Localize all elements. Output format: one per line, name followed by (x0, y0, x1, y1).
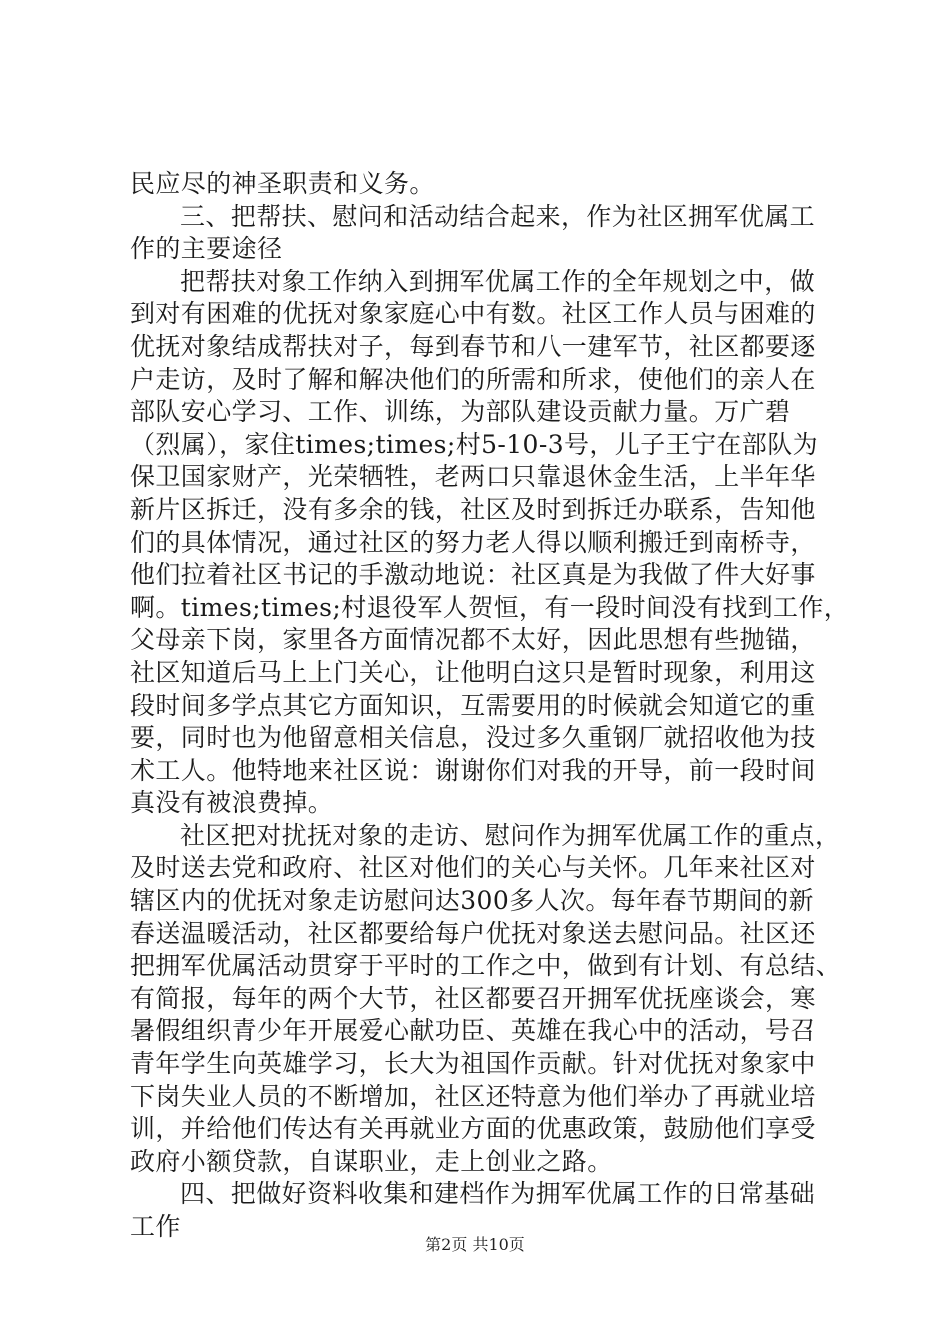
text-line: 及时送去党和政府、社区对他们的关心与关怀。几年来社区对 (130, 853, 816, 883)
text-line: 下岗失业人员的不断增加，社区还特意为他们举办了再就业培 (130, 1081, 816, 1111)
text-line: 术工人。他特地来社区说：谢谢你们对我的开导，前一段时间 (130, 755, 816, 785)
text-line: 到对有困难的优抚对象家庭心中有数。社区工作人员与困难的 (130, 299, 816, 329)
paragraph-start: 社区把对扰抚对象的走访、慰问作为拥军优属工作的重点， (180, 820, 841, 850)
text-line: 有简报，每年的两个大节，社区都要召开拥军优抚座谈会，寒 (130, 983, 816, 1013)
text-line: 辖区内的优抚对象走访慰问达300多人次。每年春节期间的新 (130, 886, 814, 916)
text-line: 保卫国家财产，光荣牺牲，老两口只靠退休金生活，上半年华 (130, 462, 816, 492)
text-line: 真没有被浪费掉。 (130, 788, 334, 818)
section-heading-continued: 工作 (130, 1212, 181, 1241)
text-line: 们的具体情况，通过社区的努力老人得以顺利搬迁到南桥寺， (130, 527, 816, 557)
text-line: 春送温暖活动，社区都要给每户优抚对象送去慰问品。社区还 (130, 918, 816, 948)
text-line: 民应尽的神圣职责和义务。 (130, 169, 435, 198)
text-line: 政府小额贷款，自谋职业，走上创业之路。 (130, 1146, 613, 1176)
document-body (130, 168, 850, 1244)
text-line: 青年学生向英雄学习，长大为祖国作贡献。针对优抚对象家中 (130, 1049, 816, 1079)
paragraph-start: 把帮扶对象工作纳入到拥军优属工作的全年规划之中，做 (180, 266, 816, 296)
text-line: 训，并给他们传达有关再就业方面的优惠政策，鼓励他们享受 (130, 1114, 816, 1144)
text-line: 优抚对象结成帮扶对子，每到春节和八一建军节，社区都要逐 (130, 331, 816, 361)
text-line: 户走访，及时了解和解决他们的所需和所求，使他们的亲人在 (130, 364, 816, 394)
text-line: 啊。times;times;村退役军人贺恒，有一段时间没有找到工作， (130, 592, 850, 622)
text-line: 部队安心学习、工作、训练，为部队建设贡献力量。万广碧 (130, 397, 791, 427)
section-heading: 四、把做好资料收集和建档作为拥军优属工作的日常基础 (180, 1179, 816, 1209)
text-line: （烈属），家住times;times;村5-10-3号，儿子王宁在部队为 (130, 429, 819, 459)
text-line: 新片区拆迁，没有多余的钱，社区及时到拆迁办联系，告知他 (130, 494, 816, 524)
text-line: 段时间多学点其它方面知识，互需要用的时候就会知道它的重 (130, 690, 816, 720)
text-line: 他们拉着社区书记的手激动地说：社区真是为我做了件大好事 (130, 560, 816, 590)
section-heading-continued: 作的主要途径 (130, 234, 283, 264)
text-line: 要，同时也为他留意相关信息，没过多久重钢厂就招收他为技 (130, 723, 816, 753)
text-line: 父母亲下岗，家里各方面情况都不太好，因此思想有些抛锚， (130, 625, 816, 655)
page-number-footer: 第2页 共10页 (425, 1235, 525, 1254)
text-line: 社区知道后马上上门关心，让他明白这只是暂时现象，利用这 (130, 657, 816, 687)
section-heading: 三、把帮扶、慰问和活动结合起来，作为社区拥军优属工 (180, 201, 816, 231)
text-line: 把拥军优属活动贯穿于平时的工作之中，做到有计划、有总结、 (130, 951, 842, 981)
text-line: 暑假组织青少年开展爱心献功臣、英雄在我心中的活动，号召 (130, 1016, 816, 1046)
